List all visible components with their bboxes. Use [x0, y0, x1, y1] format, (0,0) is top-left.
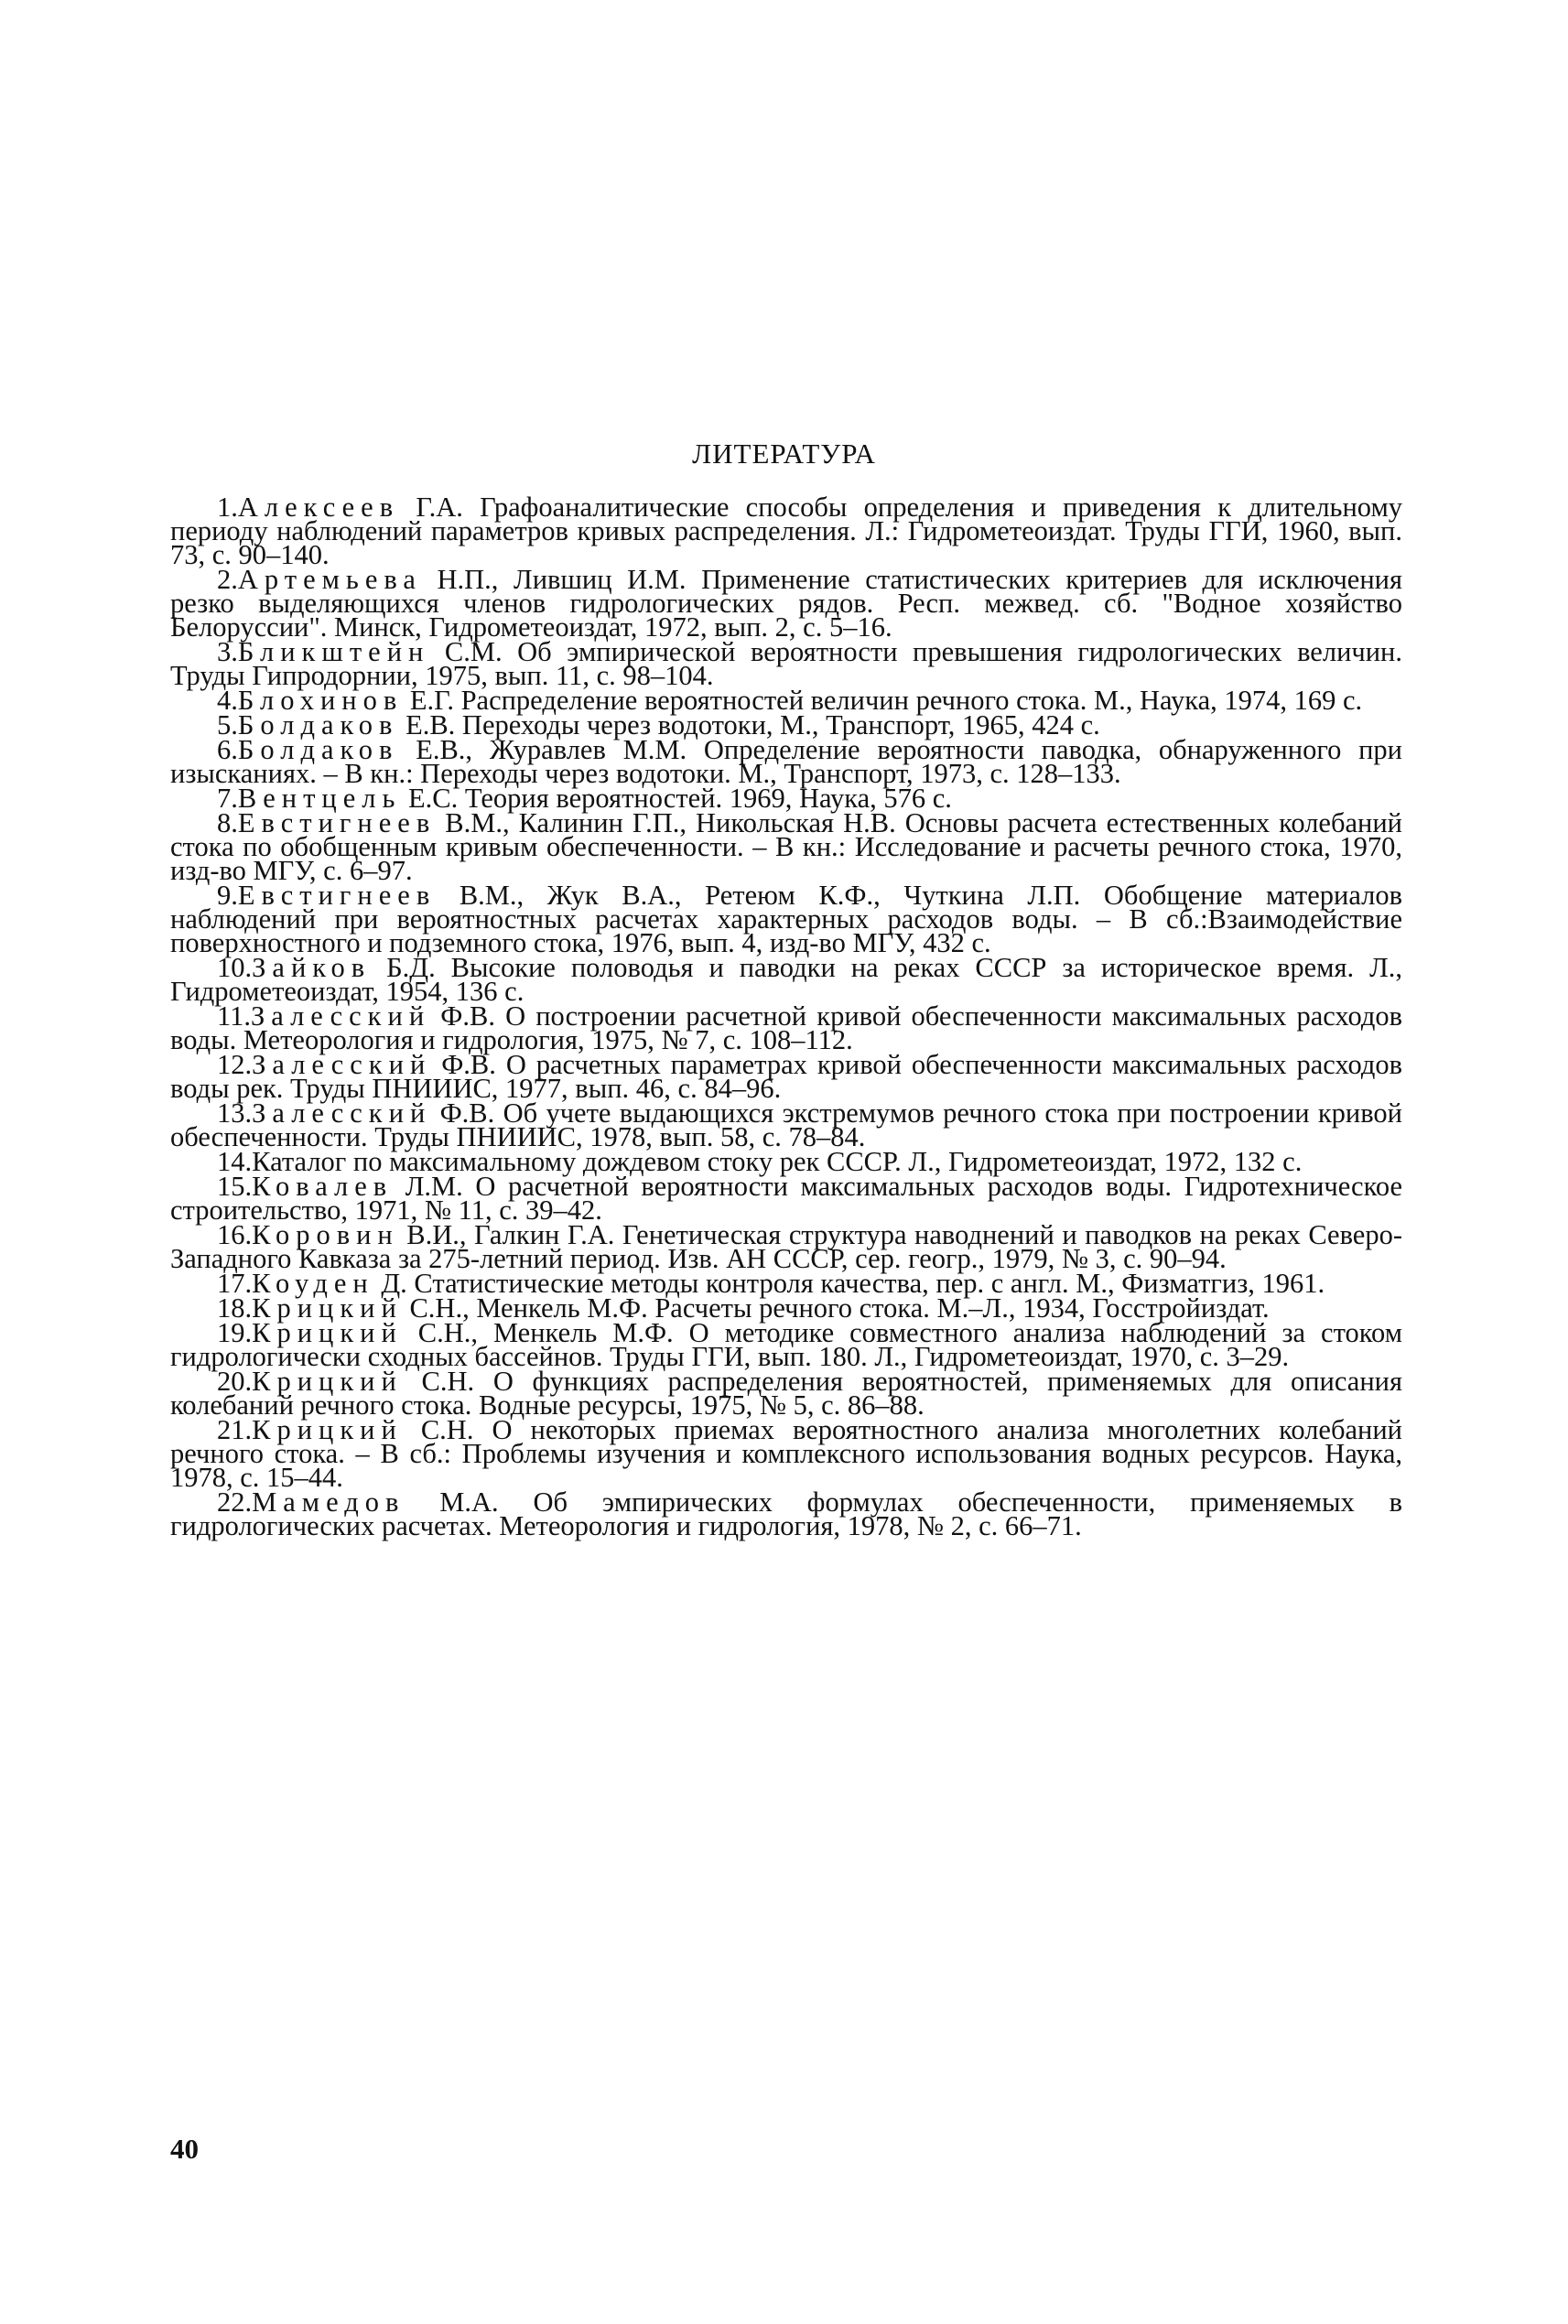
reference-text: Ф.В. О построении расчетной кривой обеспеченности максимальных расходов воды. Метеорология и гидрология, 1975, № 7, с. 108–112.: [170, 1000, 1402, 1056]
reference-text: В.М., Жук В.А., Ретеюм К.Ф., Чуткина Л.П. Обобщение материалов наблюдений при вероятностных расчетах характерных расходов воды. – В сб.:Взаимодействие поверхностного и подземного стока, 1976, вып. 4, изд-во МГУ, 432 с.: [170, 879, 1402, 959]
reference-item: [170, 1048, 1402, 1105]
reference-author: Крицкий: [252, 1316, 403, 1348]
reference-number: 17.: [217, 1267, 253, 1299]
reference-text: С.Н., Менкель М.Ф. Расчеты речного стока. М.–Л., 1934, Госстройиздат.: [402, 1292, 1270, 1324]
reference-text: С.М. Об эмпирической вероятности превышения гидрологических величин. Труды Гипродорнии, 1975, вып. 11, с. 98–104.: [170, 636, 1402, 692]
reference-author: Артемьева: [237, 564, 422, 596]
reference-author: Бликштейн: [237, 636, 430, 668]
reference-author: Вентцель: [237, 782, 402, 814]
reference-number: 4.: [217, 685, 238, 717]
reference-author: Евстигнеев: [237, 806, 437, 838]
reference-item: [170, 733, 1402, 790]
reference-author: Болдаков: [237, 709, 399, 741]
reference-item: [170, 564, 1402, 643]
reference-author: Алексеев: [237, 492, 400, 523]
reference-author: Крицкий: [252, 1365, 403, 1397]
reference-author: Мамедов: [252, 1486, 406, 1518]
reference-item: [170, 1316, 1402, 1372]
reference-number: 11.: [217, 1000, 251, 1032]
reference-text: Е.В., Журавлев М.М. Определение вероятности паводка, обнаруженного при изысканиях. – В кн.: Переходы через водотоки. М., Транспорт, 1973, с. 128–133.: [170, 733, 1402, 790]
reference-author: Коуден: [252, 1267, 374, 1299]
reference-text: Ф.В. О расчетных параметрах кривой обеспеченности максимальных расходов воды рек. Труды ПНИИИС, 1977, вып. 46, с. 84–96.: [170, 1048, 1402, 1105]
reference-text: Г.А. Графоаналитические способы определения и приведения к длительному периоду наблюдений параметров кривых распределения. Л.: Гидрометеоиздат. Труды ГГИ, 1960, вып. 73, с. 90–140.: [170, 492, 1402, 571]
reference-text: Е.Г. Распределение вероятностей величин речного стока. М., Наука, 1974, 169 с.: [403, 685, 1363, 717]
reference-author: Блохинов: [237, 685, 404, 717]
reference-author: Залесский: [252, 1048, 432, 1080]
reference-number: 16.: [217, 1218, 253, 1250]
reference-number: 19.: [217, 1316, 253, 1348]
reference-item: [170, 636, 1402, 692]
reference-number: 20.: [217, 1365, 253, 1397]
reference-number: 9.: [217, 879, 238, 911]
reference-text: Б.Д. Высокие половодья и паводки на реках СССР за историческое время. Л., Гидрометеоиздат, 1954, 136 с.: [170, 951, 1402, 1008]
reference-author: Крицкий: [252, 1413, 403, 1445]
reference-text: В.И., Галкин Г.А. Генетическая структура наводнений и паводков на реках Северо-Западного Кавказа за 275-летний период. Изв. АН СССР, сер. геогр., 1979, № 3, с. 90–94.: [170, 1218, 1402, 1274]
reference-text: С.Н., Менкель М.Ф. О методике совместного анализа наблюдений за стоком гидрологически сходных бассейнов. Труды ГГИ, вып. 180. Л., Гидрометеоиздат, 1970, с. 3–29.: [170, 1316, 1402, 1372]
reference-item: [170, 879, 1402, 959]
reference-number: 8.: [217, 806, 238, 838]
reference-author: Коровин: [252, 1218, 399, 1250]
reference-text: Д. Статистические методы контроля качества, пер. с англ. М., Физматгиз, 1961.: [373, 1267, 1325, 1299]
reference-author: Ковалев: [252, 1170, 394, 1202]
page-title: ЛИТЕРАТУРА: [692, 438, 876, 470]
reference-number: 3.: [217, 636, 238, 668]
reference-item: [170, 492, 1402, 571]
reference-number: 10.: [217, 951, 253, 983]
reference-text: Н.П., Лившиц И.М. Применение статистических критериев для исключения резко выделяющихся членов гидрологических рядов. Респ. межвед. сб. "Водное хозяйство Белоруссии". Минск, Гидрометеоиздат, 1972, вып. 2, с. 5–16.: [170, 564, 1402, 643]
reference-number: 15.: [217, 1170, 253, 1202]
reference-number: 7.: [217, 782, 238, 814]
reference-item: [170, 1170, 1402, 1226]
page-number: 40: [170, 2133, 199, 2165]
reference-text: С.Н. О некоторых приемах вероятностного анализа многолетних колебаний речного стока. – В сб.: Проблемы изучения и комплексного использования водных ресурсов. Наука, 1978, с. 15–44.: [170, 1413, 1402, 1493]
reference-author: Болдаков: [237, 733, 399, 765]
reference-item: [170, 1365, 1402, 1421]
reference-item: [170, 1413, 1402, 1493]
reference-item: [170, 1218, 1402, 1274]
reference-number: 14.: [217, 1145, 253, 1177]
reference-text: Л.М. О расчетной вероятности максимальных расходов воды. Гидротехническое строительство, 1971, № 11, с. 39–42.: [170, 1170, 1402, 1226]
reference-item: [170, 1486, 1402, 1541]
reference-list: [170, 492, 1402, 1541]
reference-number: 2.: [217, 564, 238, 596]
reference-text: В.М., Калинин Г.П., Никольская Н.В. Основы расчета естественных колебаний стока по обобщенным кривым обеспеченности. – В кн.: Исследование и расчеты речного стока, 1970, изд-во МГУ, с. 6–97.: [170, 806, 1402, 886]
reference-number: 6.: [217, 733, 238, 765]
reference-author: Залесский: [251, 1000, 431, 1032]
reference-item: [170, 806, 1402, 886]
reference-number: 5.: [217, 709, 238, 741]
reference-text: Ф.В. Об учете выдающихся экстремумов речного стока при построении кривой обеспеченности. Труды ПНИИИС, 1978, вып. 58, с. 78–84.: [170, 1097, 1402, 1152]
reference-text: М.А. Об эмпирических формулах обеспеченности, применяемых в гидрологических расчетах. Метеорология и гидрология, 1978, № 2, с. 66–71.: [170, 1486, 1402, 1541]
reference-author: Крицкий: [252, 1292, 403, 1324]
reference-item: [170, 951, 1402, 1008]
reference-number: 22.: [217, 1486, 253, 1518]
reference-item: [170, 1097, 1402, 1152]
reference-text: Каталог по максимальному дождевом стоку рек СССР. Л., Гидрометеоиздат, 1972, 132 с.: [252, 1145, 1303, 1177]
reference-author: Евстигнеев: [237, 879, 437, 911]
reference-text: Е.С. Теория вероятностей. 1969, Наука, 576 с.: [401, 782, 952, 814]
reference-number: 18.: [217, 1292, 253, 1324]
reference-number: 13.: [217, 1097, 253, 1129]
reference-number: 21.: [217, 1413, 253, 1445]
reference-author: Зайков: [252, 951, 372, 983]
reference-author: Залесский: [252, 1097, 432, 1129]
reference-number: 1.: [217, 492, 238, 523]
reference-text: Е.В. Переходы через водотоки, М., Транспорт, 1965, 424 с.: [398, 709, 1100, 741]
reference-text: С.Н. О функциях распределения вероятностей, применяемых для описания колебаний речного стока. Водные ресурсы, 1975, № 5, с. 86–88.: [170, 1365, 1402, 1421]
reference-number: 12.: [217, 1048, 253, 1080]
reference-item: [170, 1000, 1402, 1056]
